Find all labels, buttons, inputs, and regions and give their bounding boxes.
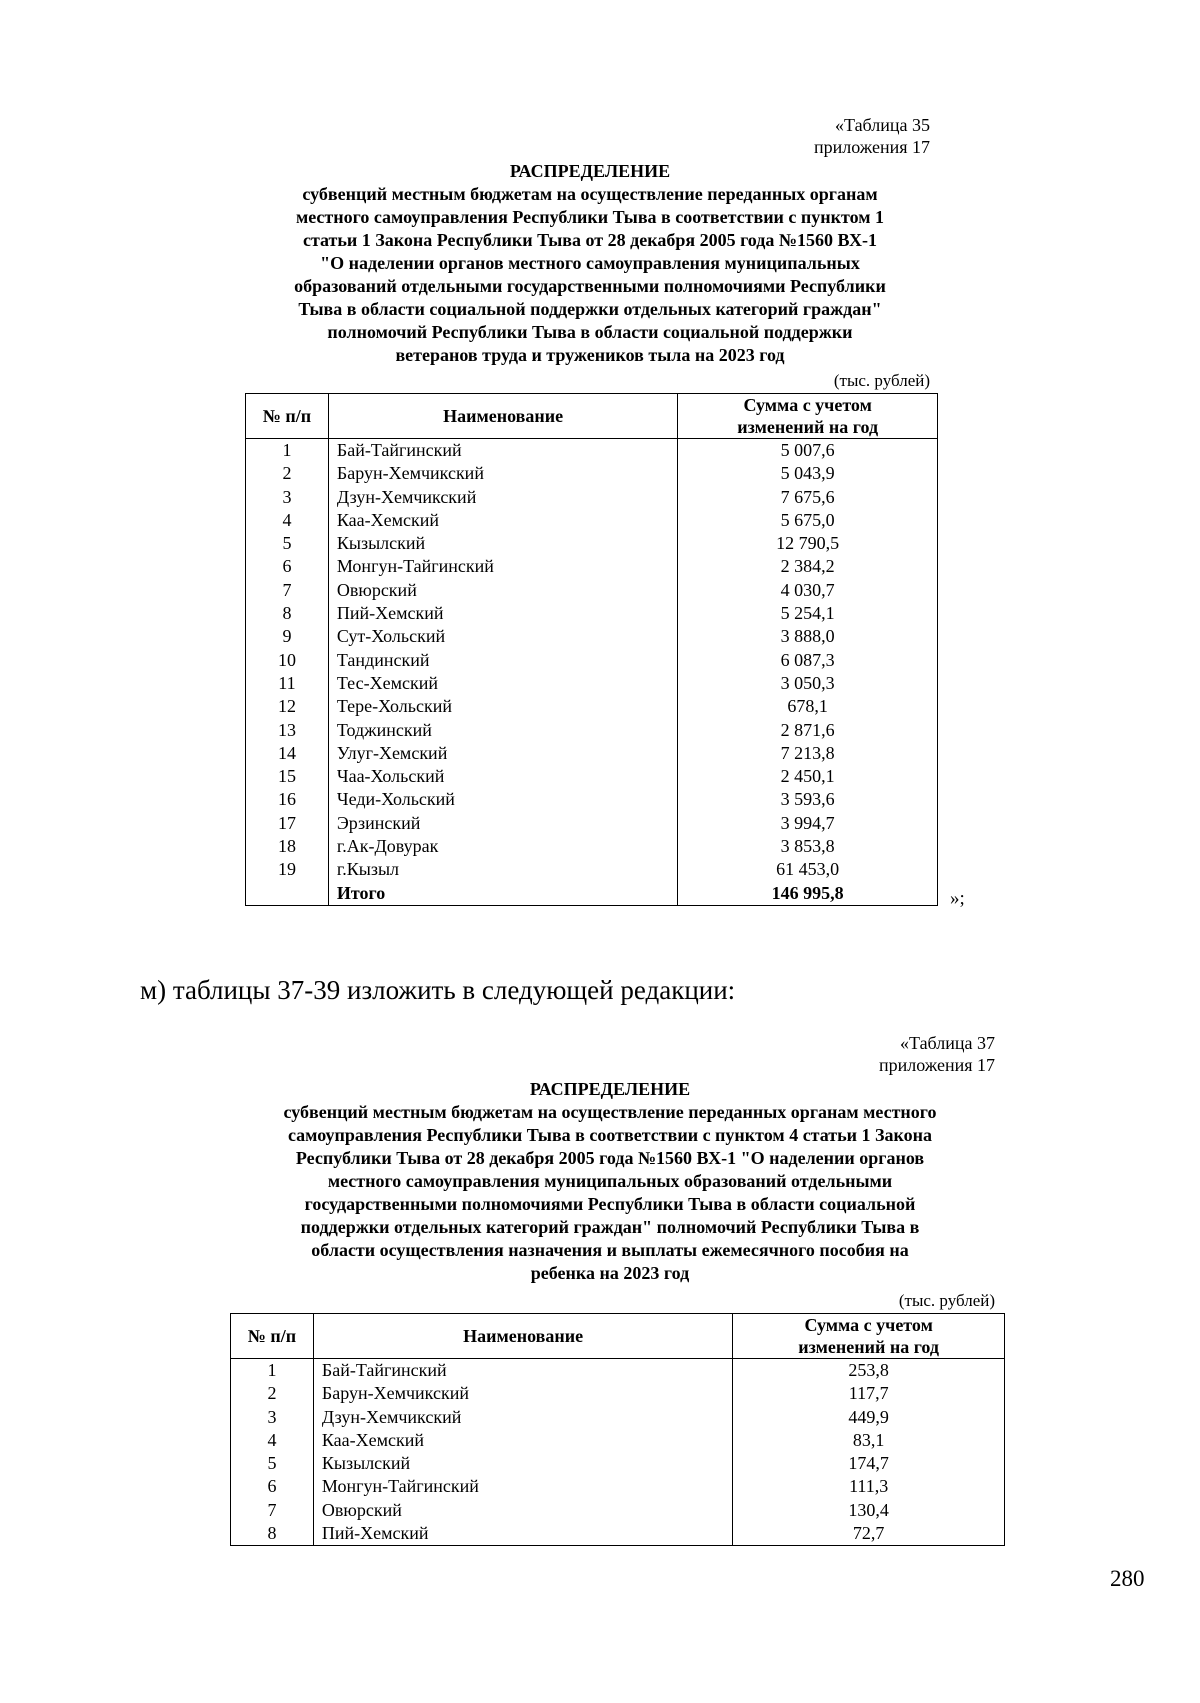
row-number: 11: [246, 672, 329, 695]
row-amount: 5 675,0: [678, 509, 938, 532]
table-row: [231, 1452, 1005, 1475]
row-number: 6: [246, 555, 329, 578]
table35-caption-line1: «Таблица 35: [835, 115, 930, 135]
table-row: [246, 462, 938, 485]
row-name: Монгун-Тайгинский: [313, 1475, 732, 1498]
table37-subtitle-line: ребенка на 2023 год: [530, 1263, 690, 1283]
row-number: 9: [246, 625, 329, 648]
table37-subtitle-line: области осуществления назначения и выплаты ежемесячного пособия на: [311, 1240, 909, 1260]
row-amount: 83,1: [733, 1429, 1005, 1452]
instruction-text: м) таблицы 37-39 изложить в следующей редакции:: [140, 975, 736, 1005]
row-number: 7: [231, 1499, 314, 1522]
row-amount: 2 871,6: [678, 719, 938, 742]
table37-col-amount: [733, 1314, 1005, 1359]
table35-subtitle-line: образований отдельными государственными полномочиями Республики: [294, 276, 886, 296]
row-amount: 72,7: [733, 1522, 1005, 1546]
row-name: Дзун-Хемчикский: [313, 1406, 732, 1429]
table37-subtitle-line: самоуправления Республики Тыва в соответствии с пунктом 4 статьи 1 Закона: [287, 1125, 933, 1145]
row-amount: 5 254,1: [678, 602, 938, 625]
row-amount: 130,4: [733, 1499, 1005, 1522]
row-name: г.Кызыл: [328, 858, 677, 881]
row-name: Бай-Тайгинский: [328, 439, 677, 463]
row-amount: 3 994,7: [678, 812, 938, 835]
row-number: 8: [246, 602, 329, 625]
table-row: [231, 1475, 1005, 1498]
table37-header-row: [231, 1314, 1005, 1359]
table-row: [246, 835, 938, 858]
table35-title: РАСПРЕДЕЛЕНИЕ: [509, 161, 671, 181]
table35-header-row: [246, 394, 938, 439]
row-amount: 7 213,8: [678, 742, 938, 765]
table37-title: РАСПРЕДЕЛЕНИЕ: [529, 1079, 691, 1099]
row-number: 8: [231, 1522, 314, 1546]
row-number: 5: [246, 532, 329, 555]
row-amount: 3 050,3: [678, 672, 938, 695]
table-row: [246, 532, 938, 555]
table-row: [231, 1359, 1005, 1383]
row-name: Тоджинский: [328, 719, 677, 742]
row-name: Тере-Хольский: [328, 695, 677, 718]
total-label: Итого: [328, 882, 677, 906]
table35-subtitle-line: "О наделении органов местного самоуправления муниципальных: [320, 253, 860, 273]
row-amount: 117,7: [733, 1382, 1005, 1405]
row-name: Эрзинский: [328, 812, 677, 835]
row-name: Пий-Хемский: [328, 602, 677, 625]
table37-caption-line2: приложения 17: [878, 1055, 995, 1075]
table35-col-amount: [678, 394, 938, 439]
row-amount: 3 593,6: [678, 788, 938, 811]
table37-caption-line1: «Таблица 37: [900, 1033, 995, 1053]
row-number: 18: [246, 835, 329, 858]
row-name: Улуг-Хемский: [328, 742, 677, 765]
row-number: 5: [231, 1452, 314, 1475]
table-row: [246, 486, 938, 509]
row-number: 15: [246, 765, 329, 788]
table35-heading: [190, 160, 990, 367]
total-row: [246, 882, 938, 906]
total-amount: 146 995,8: [678, 882, 938, 906]
row-number: 2: [231, 1382, 314, 1405]
table37-caption: [660, 1032, 995, 1076]
row-name: Чаа-Хольский: [328, 765, 677, 788]
table-row: [246, 742, 938, 765]
row-amount: 4 030,7: [678, 579, 938, 602]
table35-subtitle: [190, 183, 990, 367]
table35-subtitle-line: ветеранов труда и тружеников тыла на 2023 год: [395, 345, 785, 365]
row-name: Тандинский: [328, 649, 677, 672]
row-number: 4: [246, 509, 329, 532]
row-name: г.Ак-Довурак: [328, 835, 677, 858]
page-number: 280: [1110, 1566, 1145, 1591]
row-number: 16: [246, 788, 329, 811]
row-name: Овюрский: [313, 1499, 732, 1522]
table-row: [246, 602, 938, 625]
row-amount: 7 675,6: [678, 486, 938, 509]
row-name: Барун-Хемчикский: [313, 1382, 732, 1405]
row-amount: 61 453,0: [678, 858, 938, 881]
row-amount: 253,8: [733, 1359, 1005, 1383]
table-row: [246, 695, 938, 718]
table35-col-num: № п/п: [246, 394, 329, 439]
table-row: [246, 555, 938, 578]
row-name: Каа-Хемский: [313, 1429, 732, 1452]
row-number: 14: [246, 742, 329, 765]
table37-col-name: Наименование: [313, 1314, 732, 1359]
row-name: Барун-Хемчикский: [328, 462, 677, 485]
row-amount: 5 007,6: [678, 439, 938, 463]
row-name: Кызылский: [313, 1452, 732, 1475]
table-row: [246, 672, 938, 695]
row-number: 6: [231, 1475, 314, 1498]
table37-subtitle-line: государственными полномочиями Республики Тыва в области социальной: [304, 1194, 916, 1214]
table-row: [246, 509, 938, 532]
row-amount: 2 450,1: [678, 765, 938, 788]
row-name: Кызылский: [328, 532, 677, 555]
row-amount: 449,9: [733, 1406, 1005, 1429]
table-row: [246, 858, 938, 881]
row-name: Каа-Хемский: [328, 509, 677, 532]
table37-subtitle: [190, 1101, 1030, 1285]
row-amount: 5 043,9: [678, 462, 938, 485]
row-amount: 3 853,8: [678, 835, 938, 858]
table35-caption-line2: приложения 17: [813, 137, 930, 157]
row-number: 3: [231, 1406, 314, 1429]
table37-body: [231, 1359, 1005, 1546]
table35-subtitle-line: субвенций местным бюджетам на осуществление переданных органам: [302, 184, 878, 204]
row-amount: 174,7: [733, 1452, 1005, 1475]
table37-subtitle-line: Республики Тыва от 28 декабря 2005 года №1560 ВХ-1 "О наделении органов: [295, 1148, 925, 1168]
table35: [245, 393, 938, 906]
table37-heading: [190, 1078, 1030, 1285]
row-number: 3: [246, 486, 329, 509]
table-row: [231, 1522, 1005, 1546]
row-number: 1: [231, 1359, 314, 1383]
row-amount: 678,1: [678, 695, 938, 718]
table35-body: [246, 439, 938, 906]
row-number: 7: [246, 579, 329, 602]
table35-caption: [600, 114, 930, 158]
table37: [230, 1313, 1005, 1546]
total-number-cell: [246, 882, 329, 906]
table-row: [231, 1429, 1005, 1452]
row-name: Монгун-Тайгинский: [328, 555, 677, 578]
row-name: Пий-Хемский: [313, 1522, 732, 1546]
row-amount: 6 087,3: [678, 649, 938, 672]
row-amount: 111,3: [733, 1475, 1005, 1498]
row-amount: 2 384,2: [678, 555, 938, 578]
table37-col-num: № п/п: [231, 1314, 314, 1359]
row-number: 10: [246, 649, 329, 672]
row-amount: 12 790,5: [678, 532, 938, 555]
row-name: Тес-Хемский: [328, 672, 677, 695]
table-row: [246, 812, 938, 835]
row-name: Сут-Хольский: [328, 625, 677, 648]
table-row: [246, 765, 938, 788]
row-number: 19: [246, 858, 329, 881]
table35-closing-quote: »;: [950, 888, 965, 909]
row-number: 12: [246, 695, 329, 718]
row-name: Бай-Тайгинский: [313, 1359, 732, 1383]
table37-subtitle-line: местного самоуправления муниципальных образований отдельными: [327, 1171, 893, 1191]
row-name: Овюрский: [328, 579, 677, 602]
table-row: [231, 1406, 1005, 1429]
table35-subtitle-line: местного самоуправления Республики Тыва в соответствии с пунктом 1: [295, 207, 885, 227]
row-name: Дзун-Хемчикский: [328, 486, 677, 509]
row-number: 17: [246, 812, 329, 835]
table-row: [231, 1382, 1005, 1405]
row-number: 1: [246, 439, 329, 463]
table-row: [231, 1499, 1005, 1522]
row-number: 13: [246, 719, 329, 742]
row-name: Чеди-Хольский: [328, 788, 677, 811]
table35-col-amount-line2: изменений на год: [737, 417, 879, 437]
table35-col-name: Наименование: [328, 394, 677, 439]
table37-subtitle-line: субвенций местным бюджетам на осуществление переданных органам местного: [283, 1102, 937, 1122]
table35-subtitle-line: Тыва в области социальной поддержки отдельных категорий граждан": [298, 299, 882, 319]
table37-units: (тыс. рублей): [898, 1291, 995, 1310]
table35-subtitle-line: полномочий Республики Тыва в области социальной поддержки: [327, 322, 853, 342]
row-number: 4: [231, 1429, 314, 1452]
table37-subtitle-line: поддержки отдельных категорий граждан" полномочий Республики Тыва в: [300, 1217, 920, 1237]
table35-units: (тыс. рублей): [833, 371, 930, 390]
table37-col-amount-line1: Сумма с учетом: [804, 1315, 933, 1335]
table-row: [246, 788, 938, 811]
row-number: 2: [246, 462, 329, 485]
row-amount: 3 888,0: [678, 625, 938, 648]
table-row: [246, 625, 938, 648]
table-row: [246, 579, 938, 602]
table35-col-amount-line1: Сумма с учетом: [743, 395, 872, 415]
table37-col-amount-line2: изменений на год: [798, 1337, 940, 1357]
table35-subtitle-line: статьи 1 Закона Республики Тыва от 28 декабря 2005 года №1560 ВХ-1: [302, 230, 878, 250]
table-row: [246, 439, 938, 463]
table-row: [246, 649, 938, 672]
table-row: [246, 719, 938, 742]
